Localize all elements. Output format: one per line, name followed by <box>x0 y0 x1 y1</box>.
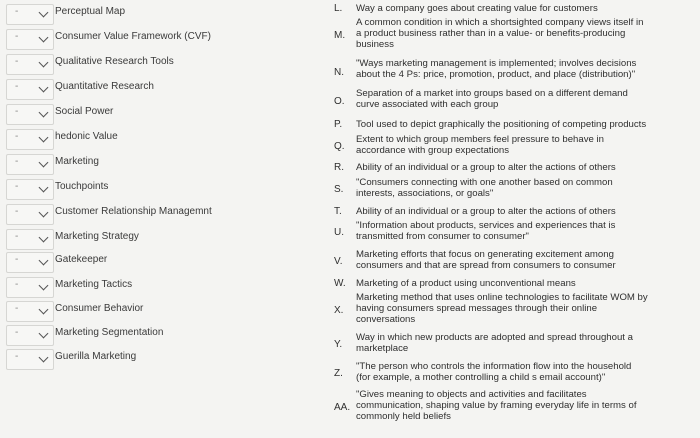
answer-dropdown[interactable] <box>6 252 54 273</box>
chevron-down-icon <box>39 183 49 193</box>
term-label: Gatekeeper <box>55 254 108 265</box>
answer-dropdown[interactable] <box>6 277 54 298</box>
definition-text: Ability of an individual or a group to alter the actions of others <box>356 206 616 217</box>
definition-letter: Z. <box>334 368 343 379</box>
term-label: Marketing <box>55 156 99 167</box>
answer-dropdown[interactable] <box>6 104 54 125</box>
chevron-down-icon <box>39 83 49 93</box>
match-row <box>6 323 324 347</box>
definition-letter: P. <box>334 119 343 130</box>
match-row <box>6 2 324 26</box>
answer-dropdown[interactable] <box>6 325 54 346</box>
term-label: hedonic Value <box>55 131 118 142</box>
definition-letter: W. <box>334 278 346 289</box>
definition-letter: X. <box>334 305 344 316</box>
definition-text: "Gives meaning to objects and activities and facilitates communication, shaping value by framing everyday life in terms of commonly held beliefs <box>356 389 637 423</box>
definition-letter: Q. <box>334 141 345 152</box>
definition-text: Extent to which group members feel pressure to behave in accordance with group expectations <box>356 134 604 157</box>
term-label: Quantitative Research <box>55 81 154 92</box>
chevron-down-icon <box>39 158 49 168</box>
match-row <box>6 202 324 226</box>
definition-letter: U. <box>334 227 344 238</box>
match-row <box>6 177 324 201</box>
definition-letter: AA. <box>334 402 351 413</box>
definition-text: "Ways marketing management is implemented; involves decisions about the 4 Ps: price, promotion, product, and place (distribution)" <box>356 58 637 81</box>
chevron-down-icon <box>39 233 49 243</box>
answer-dropdown[interactable] <box>6 301 54 322</box>
matching-terms-column <box>0 0 330 438</box>
definition-letter: T. <box>334 206 342 217</box>
definition-text: "Consumers connecting with one another based on common interests, associations, or goals" <box>356 177 613 200</box>
definition-text: Way a company goes about creating value for customers <box>356 3 598 14</box>
term-label: Customer Relationship Managemnt <box>55 206 212 217</box>
term-label: Marketing Strategy <box>55 231 139 242</box>
definition-text: Marketing of a product using unconventional means <box>356 278 576 289</box>
dropdown-placeholder: - <box>15 81 19 92</box>
answer-dropdown[interactable] <box>6 54 54 75</box>
answer-dropdown[interactable] <box>6 4 54 25</box>
definition-text: Separation of a market into groups based on a different demand curve associated with each group <box>356 88 628 111</box>
dropdown-placeholder: - <box>15 254 19 265</box>
match-row <box>6 27 324 51</box>
answer-dropdown[interactable] <box>6 179 54 200</box>
definition-text: Ability of an individual or a group to alter the actions of others <box>356 162 616 173</box>
dropdown-placeholder: - <box>15 303 19 314</box>
definition-letter: L. <box>334 3 343 14</box>
chevron-down-icon <box>39 281 49 291</box>
definition-letter: M. <box>334 30 346 41</box>
definition-text: Tool used to depict graphically the positioning of competing products <box>356 119 647 130</box>
dropdown-placeholder: - <box>15 206 19 217</box>
match-row <box>6 127 324 151</box>
chevron-down-icon <box>39 329 49 339</box>
definition-text: Marketing efforts that focus on generating excitement among consumers and that are spread from consumers to consumer <box>356 249 616 272</box>
answer-dropdown[interactable] <box>6 129 54 150</box>
chevron-down-icon <box>39 133 49 143</box>
dropdown-placeholder: - <box>15 106 19 117</box>
term-label: Marketing Segmentation <box>55 327 164 338</box>
term-label: Guerilla Marketing <box>55 351 137 362</box>
answer-dropdown[interactable] <box>6 79 54 100</box>
definition-letter: N. <box>334 67 344 78</box>
definition-letter: V. <box>334 256 343 267</box>
answer-dropdown[interactable] <box>6 29 54 50</box>
chevron-down-icon <box>39 108 49 118</box>
dropdown-placeholder: - <box>15 131 19 142</box>
term-label: Perceptual Map <box>55 6 126 17</box>
match-row <box>6 227 324 251</box>
term-label: Consumer Value Framework (CVF) <box>55 31 211 42</box>
answer-dropdown[interactable] <box>6 349 54 370</box>
definition-text: "The person who controls the information flow into the household (for example, a mother controlling a child s email account)" <box>356 361 632 384</box>
dropdown-placeholder: - <box>15 351 19 362</box>
definition-text: A common condition in which a shortsighted company views itself in a product business rather than in a value- or benefits-producing business <box>356 17 644 51</box>
dropdown-placeholder: - <box>15 279 19 290</box>
match-row <box>6 152 324 176</box>
dropdown-placeholder: - <box>15 6 19 17</box>
chevron-down-icon <box>39 353 49 363</box>
match-row <box>6 77 324 101</box>
dropdown-placeholder: - <box>15 31 19 42</box>
term-label: Touchpoints <box>55 181 109 192</box>
term-label: Social Power <box>55 106 114 117</box>
definition-letter: O. <box>334 96 345 107</box>
answer-dropdown[interactable] <box>6 154 54 175</box>
definition-letter: S. <box>334 184 344 195</box>
answer-dropdown[interactable] <box>6 204 54 225</box>
term-label: Marketing Tactics <box>55 279 133 290</box>
term-label: Consumer Behavior <box>55 303 144 314</box>
term-label: Qualitative Research Tools <box>55 56 174 67</box>
chevron-down-icon <box>39 256 49 266</box>
dropdown-placeholder: - <box>15 181 19 192</box>
definition-text: Marketing method that uses online technologies to facilitate WOM by having consumers spread messages through their online conversations <box>356 292 648 326</box>
match-row <box>6 275 324 299</box>
dropdown-placeholder: - <box>15 156 19 167</box>
chevron-down-icon <box>39 58 49 68</box>
answer-dropdown[interactable] <box>6 229 54 250</box>
definition-text: Way in which new products are adopted and spread throughout a marketplace <box>356 332 633 355</box>
chevron-down-icon <box>39 8 49 18</box>
definition-letter: R. <box>334 162 344 173</box>
dropdown-placeholder: - <box>15 56 19 67</box>
definition-text: "Information about products, services and experiences that is transmitted from consumer to consumer" <box>356 220 616 243</box>
match-row <box>6 250 324 274</box>
match-row <box>6 52 324 76</box>
dropdown-placeholder: - <box>15 327 19 338</box>
dropdown-placeholder: - <box>15 231 19 242</box>
match-row <box>6 102 324 126</box>
match-row <box>6 299 324 323</box>
match-row <box>6 347 324 371</box>
definition-letter: Y. <box>334 339 343 350</box>
chevron-down-icon <box>39 208 49 218</box>
chevron-down-icon <box>39 33 49 43</box>
chevron-down-icon <box>39 305 49 315</box>
definitions-column <box>334 0 700 438</box>
